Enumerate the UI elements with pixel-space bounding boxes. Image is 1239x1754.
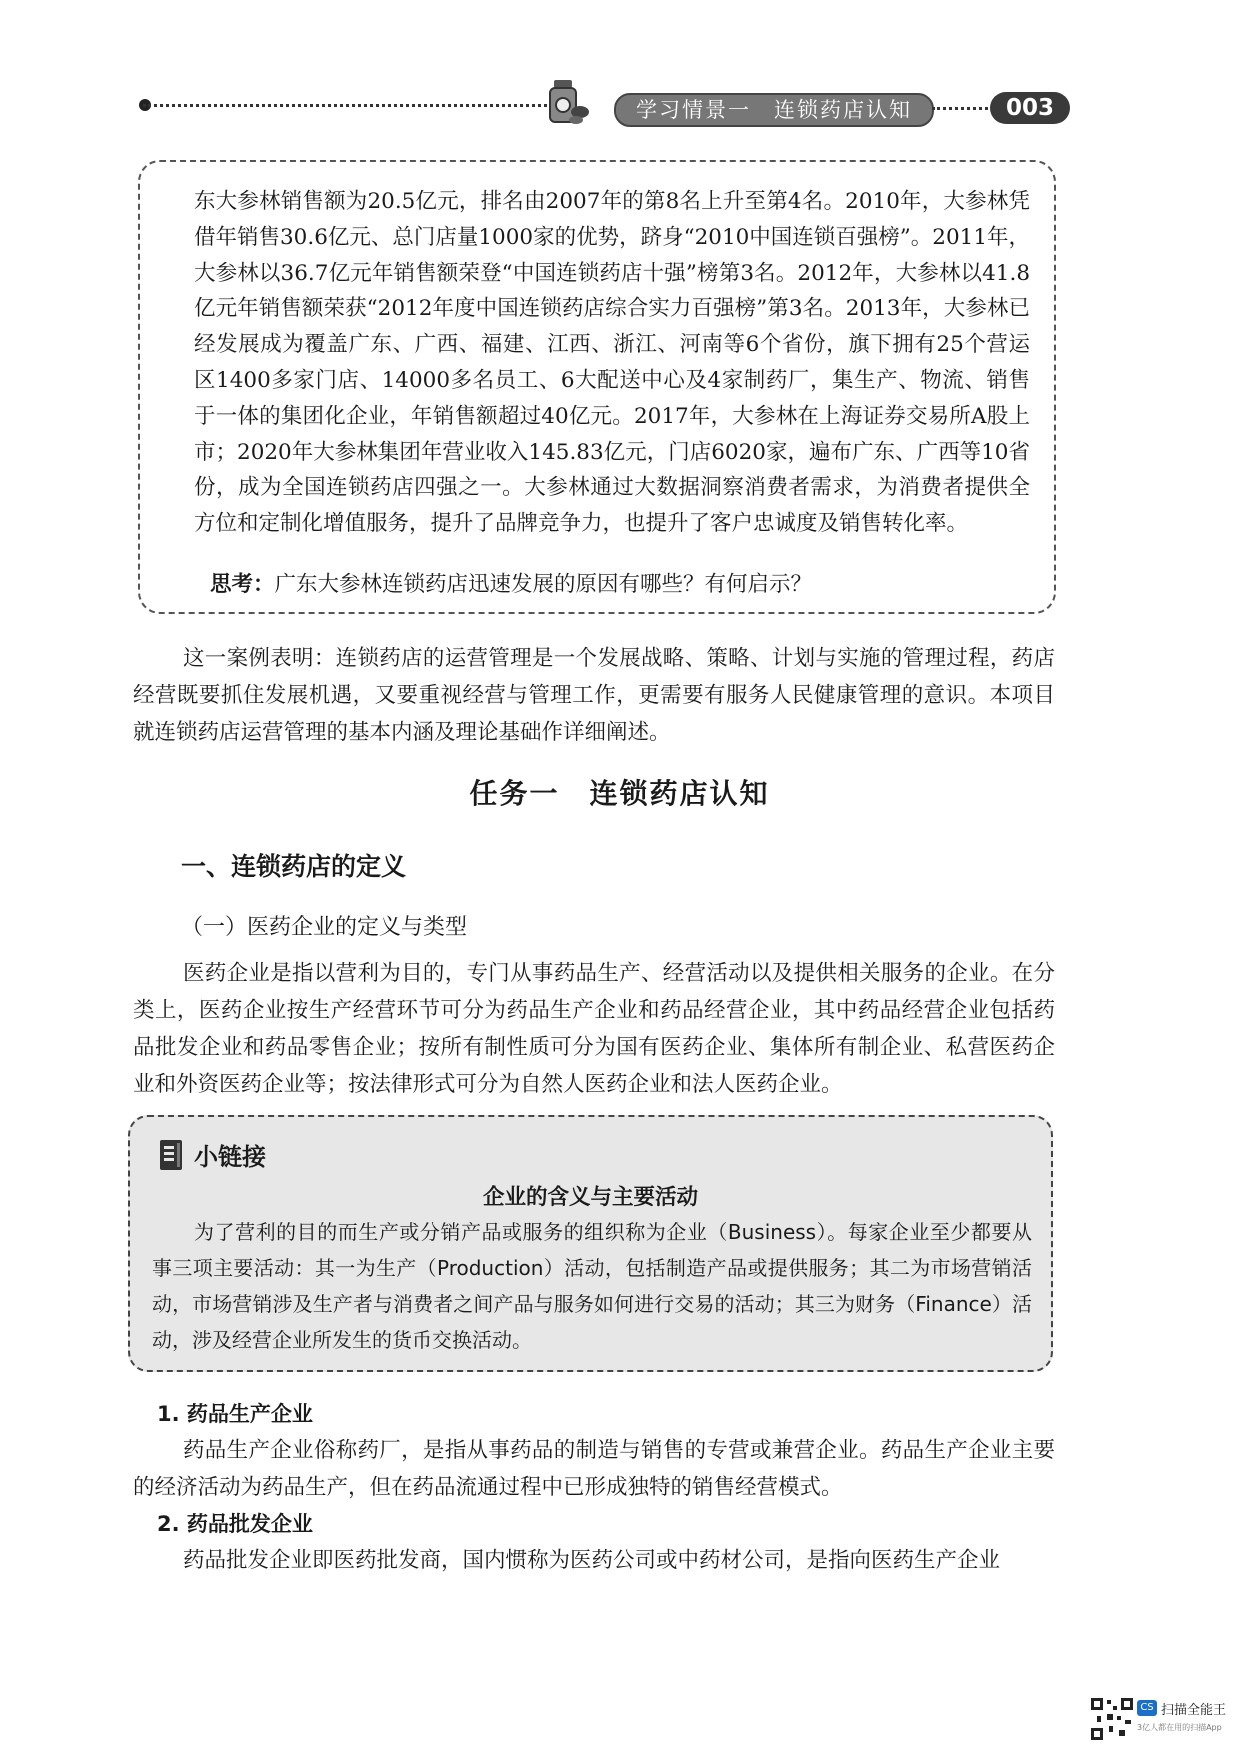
scanner-tagline: 3亿人都在用的扫描App <box>1137 1723 1222 1732</box>
qr-code-icon <box>1089 1696 1135 1742</box>
link-box-text: 为了营利的目的而生产或分销产品或服务的组织称为企业（Business）。每家企业至少都要从事三项主要活动：其一为生产（Production）活动，包括制造产品或提供服务；其二为市场营销活动，市场营销涉及生产者与消费者之间产品与服务如何进行交易的活动；其三为财务（Finance）活动，涉及经营企业所发生的货币交换活动。 <box>152 1220 1032 1352</box>
case-question-text: 广东大参林连锁药店迅速发展的原因有哪些？有何启示？ <box>274 572 813 597</box>
page-number: 003 <box>990 92 1070 124</box>
link-box-title: 企业的含义与主要活动 <box>482 1185 698 1210</box>
link-box-header <box>158 1137 266 1172</box>
case-question-label: 思考： <box>210 572 275 597</box>
scanner-logo: CS <box>1137 1700 1157 1716</box>
item1-text: 药品生产企业俗称药厂，是指从事药品的制造与销售的专营或兼营企业。药品生产企业主要的经济活动为药品生产，但在药品流通过程中已形成独特的销售经营模式。 <box>133 1438 1055 1500</box>
header-section-label: 学习情景一 连锁药店认知 <box>614 93 934 127</box>
case-question <box>210 570 812 600</box>
header-dotted-line <box>143 104 553 107</box>
scanner-name: 扫描全能王 <box>1161 1703 1227 1718</box>
item2-text: 药品批发企业即医药批发商，国内惯称为医药公司或中药材公司，是指向医药生产企业 <box>183 1548 1001 1573</box>
section-heading: 一、连锁药店的定义 <box>181 852 407 881</box>
scanner-watermark <box>1089 1696 1239 1744</box>
medicine-bottle-icon <box>540 78 592 126</box>
task-title: 任务一 连锁药店认知 <box>469 777 770 810</box>
intro-paragraph: 这一案例表明：连锁药店的运营管理是一个发展战略、策略、计划与实施的管理过程，药店经营既要抓住发展机遇，又要重视经营与管理工作，更需要有服务人民健康管理的意识。本项目就连锁药店运营管理的基本内涵及理论基础作详细阐述。 <box>133 646 1055 745</box>
item2-title: 2. 药品批发企业 <box>157 1512 313 1536</box>
header-dotted-line-right <box>932 107 988 110</box>
subsection-heading: （一）医药企业的定义与类型 <box>181 915 468 940</box>
link-box-label: 小链接 <box>194 1143 266 1171</box>
item1-title: 1. 药品生产企业 <box>157 1402 313 1426</box>
definition-paragraph: 医药企业是指以营利为目的，专门从事药品生产、经营活动以及提供相关服务的企业。在分类上，医药企业按生产经营环节可分为药品生产企业和药品经营企业，其中药品经营企业包括药品批发企业和药品零售企业；按所有制性质可分为国有医药企业、集体所有制企业、私营医药企业和外资医药企业等；按法律形式可分为自然人医药企业和法人医药企业。 <box>133 961 1055 1097</box>
case-study-text: 东大参林销售额为20.5亿元，排名由2007年的第8名上升至第4名。2010年，大参林凭借年销售30.6亿元、总门店量1000家的优势，跻身“2010中国连锁百强榜”。2011年，大参林以36.7亿元年销售额荣登“中国连锁药店十强”榜第3名。2012年，大参林以41.8亿元年销售额荣获“2012年度中国连锁药店综合实力百强榜”第3名。2013年，大参林已经发展成为覆盖广东、广西、福建、江西、浙江、河南等6个省份，旗下拥有25个营运区1400多家门店、14000多名员工、6大配送中心及4家制药厂，集生产、物流、销售于一体的集团化企业，年销售额超过40亿元。2017年，大参林在上海证券交易所A股上市；2020年大参林集团年营业收入145.83亿元，门店6020家，遍布广东、广西等10省份，成为全国连锁药店四强之一。大参林通过大数据洞察消费者需求，为消费者提供全方位和定制化增值服务，提升了品牌竞争力，也提升了客户忠诚度及销售转化率。 <box>194 189 1031 537</box>
link-notebook-icon <box>158 1138 186 1172</box>
